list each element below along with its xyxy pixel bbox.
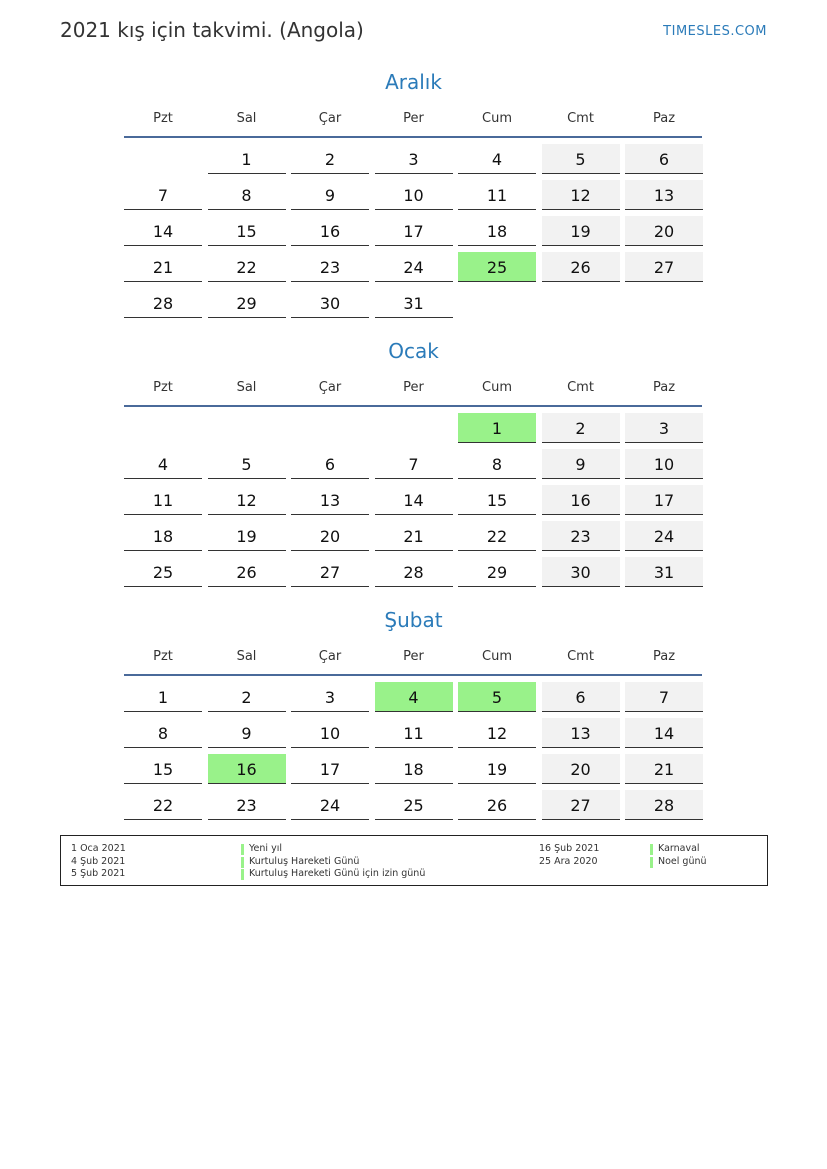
month-name: Şubat — [384, 608, 443, 632]
day-cell: 7 — [625, 682, 703, 712]
day-cell: 1 — [208, 144, 286, 174]
legend-holiday-name: Noel günü — [658, 855, 707, 867]
day-cell: 14 — [124, 216, 202, 246]
day-cell: 25 — [124, 557, 202, 587]
weekday-header: Çar — [318, 111, 342, 126]
weekday-header: Per — [403, 649, 424, 664]
month-name: Ocak — [388, 339, 439, 363]
day-cell: 30 — [542, 557, 620, 587]
weekday-header: Cum — [482, 380, 512, 395]
day-cell: 21 — [124, 252, 202, 282]
weekday-header: Cmt — [567, 111, 594, 126]
day-cell: 22 — [124, 790, 202, 820]
day-cell: 14 — [375, 485, 453, 515]
weekday-header: Çar — [318, 380, 342, 395]
day-cell: 6 — [291, 449, 369, 479]
day-cell: 29 — [208, 288, 286, 318]
day-cell: 9 — [291, 180, 369, 210]
legend-date: 4 Şub 2021 — [71, 855, 126, 867]
day-cell: 18 — [458, 216, 536, 246]
weekday-header: Pzt — [153, 111, 173, 126]
weekday-header: Cum — [482, 111, 512, 126]
legend-date: 25 Ara 2020 — [539, 855, 598, 867]
day-cell: 5 — [542, 144, 620, 174]
day-cell: 28 — [124, 288, 202, 318]
legend-color-marker — [241, 857, 244, 868]
day-cell: 6 — [542, 682, 620, 712]
day-cell: 21 — [375, 521, 453, 551]
day-cell: 15 — [208, 216, 286, 246]
day-cell: 17 — [291, 754, 369, 784]
legend-holiday-name: Yeni yıl — [249, 843, 282, 854]
day-cell: 25 — [375, 790, 453, 820]
legend-color-marker — [650, 857, 653, 868]
day-cell: 16 — [291, 216, 369, 246]
day-cell: 4 — [375, 682, 453, 712]
day-cell: 15 — [124, 754, 202, 784]
page-title: 2021 kış için takvimi. (Angola) — [60, 18, 364, 42]
legend-color-marker — [241, 844, 244, 855]
day-cell: 8 — [208, 180, 286, 210]
legend-holiday-name: Kurtuluş Hareketi Günü — [249, 855, 360, 867]
day-cell: 17 — [375, 216, 453, 246]
day-cell: 9 — [542, 449, 620, 479]
day-cell: 20 — [542, 754, 620, 784]
day-cell: 18 — [124, 521, 202, 551]
day-cell: 3 — [375, 144, 453, 174]
day-cell: 14 — [625, 718, 703, 748]
day-cell: 30 — [291, 288, 369, 318]
day-cell: 26 — [542, 252, 620, 282]
day-cell: 27 — [291, 557, 369, 587]
day-cell: 8 — [124, 718, 202, 748]
holiday-legend — [60, 835, 768, 886]
day-cell: 27 — [625, 252, 703, 282]
day-cell: 26 — [458, 790, 536, 820]
weekday-header: Paz — [652, 649, 676, 664]
day-cell: 6 — [625, 144, 703, 174]
day-cell: 23 — [542, 521, 620, 551]
legend-date: 16 Şub 2021 — [539, 843, 600, 854]
weekday-header: Cum — [482, 649, 512, 664]
day-cell: 22 — [208, 252, 286, 282]
day-cell: 29 — [458, 557, 536, 587]
day-cell: 1 — [458, 413, 536, 443]
day-cell: 27 — [542, 790, 620, 820]
day-cell: 22 — [458, 521, 536, 551]
day-cell: 11 — [458, 180, 536, 210]
day-cell: 26 — [208, 557, 286, 587]
weekday-header: Paz — [652, 380, 676, 395]
weekday-header: Cmt — [567, 649, 594, 664]
day-cell: 10 — [291, 718, 369, 748]
day-cell: 12 — [542, 180, 620, 210]
day-cell: 3 — [625, 413, 703, 443]
day-cell: 10 — [375, 180, 453, 210]
day-cell: 20 — [291, 521, 369, 551]
weekday-header: Paz — [652, 111, 676, 126]
legend-date: 5 Şub 2021 — [71, 868, 126, 879]
day-cell: 2 — [208, 682, 286, 712]
day-cell: 7 — [124, 180, 202, 210]
weekday-header: Per — [403, 111, 424, 126]
day-cell: 5 — [458, 682, 536, 712]
day-cell: 21 — [625, 754, 703, 784]
weekday-header: Cmt — [567, 380, 594, 395]
day-cell: 3 — [291, 682, 369, 712]
day-cell: 11 — [375, 718, 453, 748]
weekday-header: Pzt — [153, 380, 173, 395]
legend-holiday-name: Kurtuluş Hareketi Günü için izin günü — [249, 868, 426, 879]
day-cell: 4 — [458, 144, 536, 174]
weekday-header: Sal — [236, 380, 257, 395]
day-cell: 19 — [208, 521, 286, 551]
day-cell: 17 — [625, 485, 703, 515]
day-cell: 15 — [458, 485, 536, 515]
month-name: Aralık — [385, 70, 442, 94]
brand-link[interactable]: TIMESLES.COM — [663, 24, 767, 39]
day-cell: 10 — [625, 449, 703, 479]
legend-holiday-name: Karnaval — [658, 843, 700, 854]
day-cell: 23 — [208, 790, 286, 820]
day-cell: 13 — [625, 180, 703, 210]
weekday-header: Çar — [318, 649, 342, 664]
day-cell: 8 — [458, 449, 536, 479]
weekday-header: Per — [403, 380, 424, 395]
day-cell: 1 — [124, 682, 202, 712]
day-cell: 4 — [124, 449, 202, 479]
day-cell: 13 — [291, 485, 369, 515]
day-cell: 25 — [458, 252, 536, 282]
day-cell: 23 — [291, 252, 369, 282]
day-cell: 9 — [208, 718, 286, 748]
day-cell: 11 — [124, 485, 202, 515]
day-cell: 12 — [208, 485, 286, 515]
weekday-header: Pzt — [153, 649, 173, 664]
day-cell: 24 — [291, 790, 369, 820]
day-cell: 31 — [625, 557, 703, 587]
day-cell: 19 — [542, 216, 620, 246]
day-cell: 12 — [458, 718, 536, 748]
day-cell: 19 — [458, 754, 536, 784]
legend-color-marker — [241, 869, 244, 880]
day-cell: 31 — [375, 288, 453, 318]
day-cell: 7 — [375, 449, 453, 479]
legend-date: 1 Oca 2021 — [71, 843, 126, 854]
day-cell: 28 — [625, 790, 703, 820]
weekday-header: Sal — [236, 111, 257, 126]
weekday-header: Sal — [236, 649, 257, 664]
day-cell: 16 — [208, 754, 286, 784]
header-divider — [124, 405, 702, 407]
day-cell: 2 — [291, 144, 369, 174]
day-cell: 2 — [542, 413, 620, 443]
legend-color-marker — [650, 844, 653, 855]
day-cell: 16 — [542, 485, 620, 515]
day-cell: 18 — [375, 754, 453, 784]
day-cell: 28 — [375, 557, 453, 587]
day-cell: 24 — [625, 521, 703, 551]
day-cell: 24 — [375, 252, 453, 282]
day-cell: 13 — [542, 718, 620, 748]
header-divider — [124, 674, 702, 676]
header-divider — [124, 136, 702, 138]
day-cell: 5 — [208, 449, 286, 479]
day-cell: 20 — [625, 216, 703, 246]
